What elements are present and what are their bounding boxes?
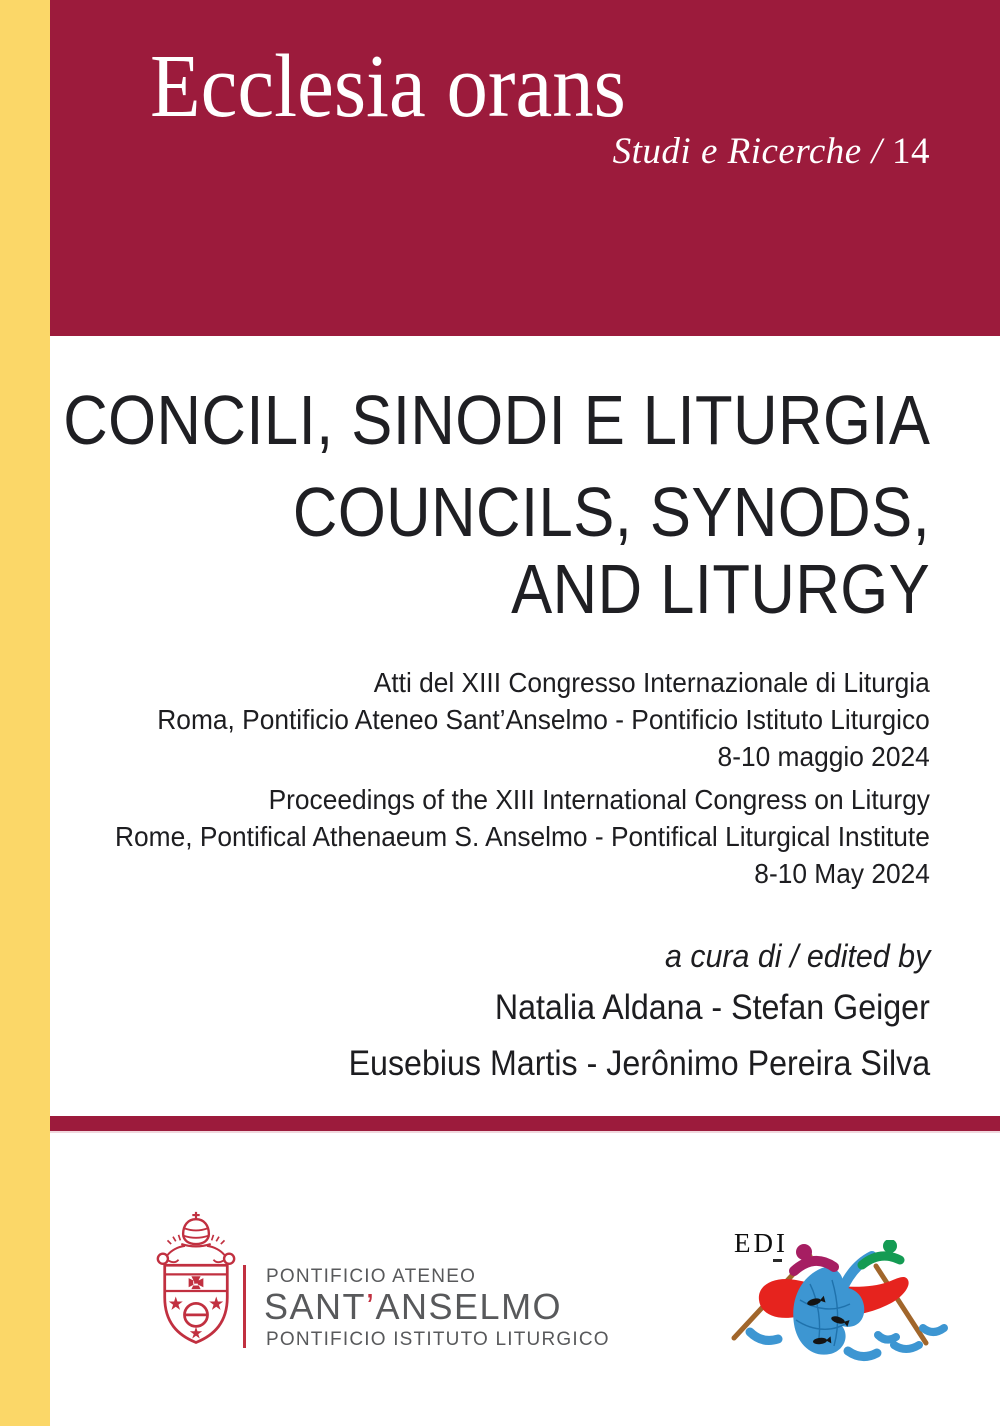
subtitle-italian bbox=[158, 664, 930, 775]
publisher-line1: PONTIFICIO ATENEO bbox=[266, 1266, 477, 1287]
series-subtitle-name: Studi e Ricerche bbox=[612, 131, 862, 172]
subtitle-italian-line1: Atti del XIII Congresso Internazionale di Liturgia bbox=[374, 667, 930, 698]
subtitle-english-line2: Rome, Pontifical Athenaeum S. Anselmo - Pontifical Liturgical Institute bbox=[115, 821, 930, 852]
title-english-line2: AND LITURGY bbox=[511, 550, 930, 628]
subtitle-english-line3: 8-10 May 2024 bbox=[754, 858, 930, 889]
subtitle-italian-line2: Roma, Pontificio Ateneo Sant’Anselmo - Pontificio Istituto Liturgico bbox=[157, 704, 930, 735]
editors-line1: Natalia Aldana - Stefan Geiger bbox=[495, 988, 930, 1027]
series-subtitle-separator: / bbox=[861, 131, 892, 172]
series-band bbox=[50, 0, 1000, 336]
subtitle-english-line1: Proceedings of the XIII International Congress on Liturgy bbox=[268, 784, 930, 815]
maroon-divider-rule bbox=[50, 1116, 1000, 1133]
publisher-line3: PONTIFICIO ISTITUTO LITURGICO bbox=[266, 1329, 610, 1350]
subtitle-italian-line3: 8-10 maggio 2024 bbox=[717, 741, 930, 772]
logo-divider-line bbox=[243, 1265, 246, 1348]
edited-by-label: a cura di / edited by bbox=[664, 938, 930, 974]
subtitle-english bbox=[115, 781, 930, 892]
editors-line2: Eusebius Martis - Jerônimo Pereira Silva bbox=[348, 1044, 930, 1083]
title-italian: CONCILI, SINODI E LITURGIA bbox=[62, 381, 930, 459]
red-apostrophe: ’ bbox=[366, 1286, 376, 1327]
edi-rowers-boat-icon bbox=[726, 1240, 971, 1390]
series-title: Ecclesia orans bbox=[150, 37, 626, 136]
yellow-spine-stripe bbox=[0, 0, 50, 1426]
series-subtitle-number: 14 bbox=[892, 131, 930, 172]
title-english-line1: COUNCILS, SYNODS, bbox=[292, 473, 930, 551]
series-subtitle bbox=[613, 130, 930, 173]
edi-logo-label: EDI bbox=[734, 1228, 788, 1258]
sant-anselmo-crest-icon bbox=[150, 1210, 242, 1348]
publisher-name: SANT’ANSELMO bbox=[264, 1286, 563, 1327]
